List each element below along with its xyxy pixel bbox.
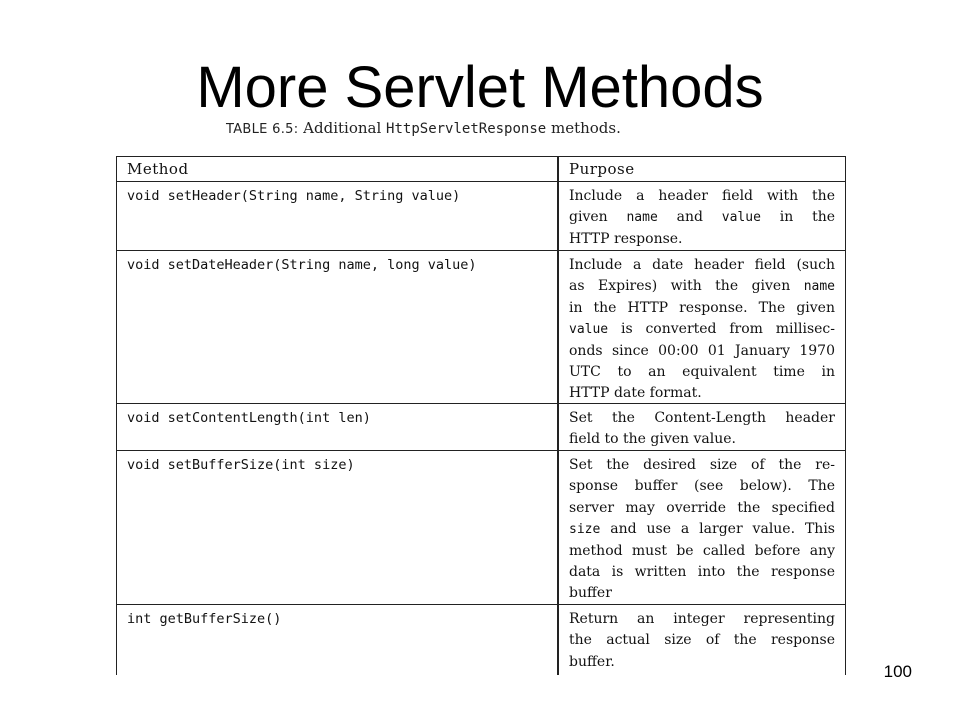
inline-code: name [626, 210, 658, 226]
method-purpose [569, 186, 835, 250]
inline-code: value [569, 322, 609, 338]
header-method: Method [127, 160, 189, 178]
purpose-line: buffer. [569, 653, 615, 670]
purpose-line: method must be called before any [569, 542, 835, 559]
purpose-line: HTTP response. [569, 230, 683, 247]
purpose-line: Set the Content-Length header [569, 410, 835, 426]
table-row [117, 182, 845, 251]
method-signature: void setContentLength(int len) [127, 410, 371, 426]
table-row [117, 251, 845, 404]
inline-code: size [569, 522, 601, 538]
purpose-line: Include a date header field (such [569, 257, 835, 273]
purpose-line: HTTP date format. [569, 385, 702, 402]
purpose-line: Include a header field with the [569, 188, 835, 204]
method-purpose [569, 455, 835, 605]
purpose-line: size and use a larger value. This [569, 521, 835, 538]
purpose-line: sponse buffer (see below). The [569, 478, 835, 495]
method-signature: int getBufferSize() [127, 611, 282, 627]
page-number: 100 [883, 662, 912, 681]
purpose-line: as Expires) with the given name [569, 278, 835, 295]
methods-table [116, 156, 846, 675]
method-signature: void setHeader(String name, String value) [127, 188, 461, 204]
method-signature: void setBufferSize(int size) [127, 457, 355, 473]
method-purpose [569, 408, 835, 451]
table-row [117, 451, 845, 605]
inline-code: name [803, 279, 835, 295]
table-header-row [117, 157, 845, 182]
purpose-line: buffer [569, 585, 612, 602]
purpose-line: Return an integer representing [569, 611, 835, 627]
purpose-line: in the HTTP response. The given [569, 299, 835, 316]
caption-text-before: Additional [303, 119, 382, 137]
purpose-line: data is written into the response [569, 564, 835, 581]
purpose-line: UTC to an equivalent time in [569, 364, 835, 381]
inline-code: value [721, 210, 761, 226]
purpose-line: value is converted from millisec- [569, 321, 835, 338]
caption-text-after: methods. [550, 119, 621, 137]
purpose-line: onds since 00:00 01 January 1970 [569, 342, 835, 359]
method-purpose [569, 255, 835, 405]
slide-title: More Servlet Methods [196, 55, 764, 120]
table-row [117, 404, 845, 451]
purpose-line: Set the desired size of the re- [569, 457, 835, 473]
method-signature: void setDateHeader(String name, long value) [127, 257, 477, 273]
caption-label: TABLE 6.5: [226, 122, 299, 137]
header-purpose: Purpose [569, 160, 635, 178]
purpose-line: given name and value in the [569, 209, 835, 226]
table-caption [226, 118, 621, 140]
table-row [117, 605, 845, 675]
purpose-line: field to the given value. [569, 431, 736, 448]
method-purpose [569, 609, 835, 673]
purpose-line: server may override the specified [569, 499, 835, 516]
purpose-line: the actual size of the response [569, 632, 835, 649]
caption-class-name: HttpServletResponse [386, 121, 547, 137]
